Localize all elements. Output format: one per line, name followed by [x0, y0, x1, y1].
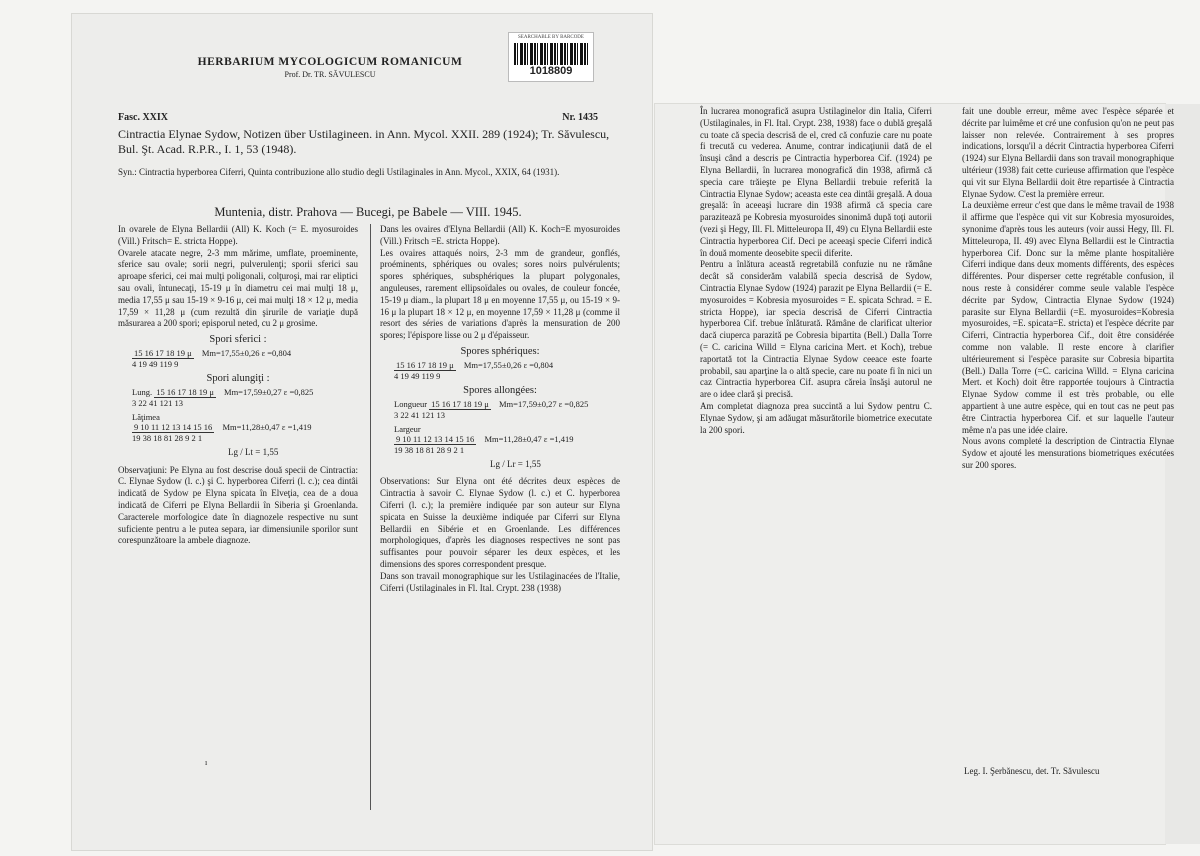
- barcode-number: 1018809: [529, 65, 573, 77]
- formula-frequencies: 3 22 41 121 13: [394, 409, 445, 420]
- notes-paragraph: Am completat diagnoza prea succintă a lui Sydow pentru C. Elynae Sydow, şi am adăugat măsurătorile biometrice executate la 200 spori.: [700, 400, 932, 435]
- herbarium-header: [160, 56, 500, 79]
- formula-classes: 15 16 17 18 19 μ: [431, 398, 489, 409]
- formula-label: Largeur: [394, 423, 421, 434]
- romanian-notes-column: [700, 106, 932, 436]
- length-width-ratio: Lg / Lt = 1,55: [228, 446, 279, 457]
- observations-continued: Dans son travail monographique sur les Ustilaginacées de l'Italie, Ciferri (Ustilaginales in Fl. Ital. Crypt. 238 (1938): [380, 570, 620, 593]
- romanian-description-column: [118, 224, 358, 547]
- formula-classes: 9 10 11 12 13 14 15 16: [396, 433, 475, 444]
- formula-frequencies: 19 38 18 81 28 9 2 1: [132, 432, 203, 443]
- notes-paragraph: Nous avons completé la description de Cintractia Elynae Sydow et ajouté les mensurations biometriques exécutées sur 200 spores.: [962, 436, 1174, 470]
- stray-mark: ı: [205, 758, 208, 767]
- formula-classes: 9 10 11 12 13 14 15 16: [134, 421, 213, 432]
- herbarium-subtitle: Prof. Dr. TR. SĂVULESCU: [284, 70, 376, 79]
- elongated-spores-heading: Spores allongées:: [463, 384, 537, 396]
- barcode-bars-icon: [514, 43, 588, 65]
- notes-paragraph: Pentru a înlătura această regretabilă confuzie nu ne rămâne decât să considerăm valabilă specia descrisă de Sydow, Cintractia Elynae Sydow (1924) parazit pe Elyna Bellardii (= E. myosuroides = Kobresia myosuroides = E. spicata Schrad. = E. stricta Hoppe), iar specia descrisă de Ciferri Cintractia hyperborea Cif. trebue înlăturată. Rămâne de clarificat ulterior dacă ciuperca parazită pe Cobresia bipartita (Bell.) Dalla Torre (= C. caricina Willd = Elyna caricina Mert. et Koch), trebue raportată tot la Cintractia Elynae Sydow ceeace este foarte probabil, sau aparţine la o altă specie, care nu poate fi în nici un caz Cintractia hyperborea Cif. asupra căreia însăşi autorul ne are o idee clară şi precisă.: [700, 259, 932, 400]
- collector-signature: Leg. I. Şerbănescu, det. Tr. Săvulescu: [964, 766, 1100, 776]
- formula-frequencies: 3 22 41 121 13: [132, 397, 183, 408]
- length-formula: [394, 399, 620, 420]
- herbarium-title: HERBARIUM MYCOLOGICUM ROMANICUM: [197, 56, 463, 68]
- locality-line: Muntenia, distr. Prahova — Bucegi, pe Babele — VIII. 1945.: [214, 205, 522, 219]
- length-width-ratio: Lg / Lr = 1,55: [490, 458, 541, 469]
- formula-stat: Mm=17,55±0,26 ε =0,804: [463, 359, 554, 370]
- formula-stat: Mm=11,28±0,47 ε =1,419: [222, 421, 312, 432]
- length-formula: [132, 387, 358, 408]
- description-body: Les ovaires attaqués noirs, 2-3 mm de grandeur, gonflés, proéminents, sphériques ou ovales; sores noirs pulvérulents; spores sphériques, subsphériques la plupart polygonales, anguleuses, rarement ellipsoïdales ou ovales, de couleur foncée, 15-19 μ diam., la plupart 18 μ en moyenne 17,55 μ, ou 15-19 × 9-16 μ la plupart 18 × 12 μ, en moyenne 17,59 × 11,28 μ (comme il resort des séries de variations d'après la mensuration de 200 spores; l'épispore lisse ou 2 μ d'épaisseur.: [380, 247, 620, 341]
- formula-frequencies: 4 19 49 119 9: [132, 358, 179, 369]
- synonym-citation: Syn.: Cintractia hyperborea Ciferri, Quinta contribuzione allo studio degli Ustilaginales in Ann. Mycol., XXIX, 64 (1931).: [118, 167, 560, 177]
- formula-classes: 15 16 17 18 19 μ: [396, 359, 454, 370]
- french-notes-column: [962, 106, 1174, 472]
- formula-classes: 15 16 17 18 19 μ: [134, 347, 192, 358]
- species-citation: Cintractia Elynae Sydow, Notizen über Ustilagineen. in Ann. Mycol. XXII. 289 (1924); Tr. Săvulescu, Bul. Şt. Acad. R.P.R., I. 1, 53 (1948).: [118, 127, 610, 156]
- host-intro: Dans les ovaires d'Elyna Bellardii (All) K. Koch=E myosuroides (Vill.) Fritsch =E. stricta Hoppe).: [380, 224, 620, 246]
- observations: Observations: Sur Elyna ont été décrites deux espèces de Cintractia à savoir C. Elynae Sydow (l. c.) et C. hyperborea Ciferri (l. c.); la première indiquée par son auteur sur Elyna spicata en Suisse la deuxième indiquée par Ciferri sur Elyna Bellardii en Sibérie et en Groenlande. Les différences morphologiques, d'après les diagnoses respectives ne sont pas suffisantes pour pouvoir séparer les deux espèces, et les dimensions des spores correspondent presque.: [380, 476, 620, 569]
- formula-stat: Mm=17,55±0,26 ε =0,804: [201, 347, 292, 358]
- notes-paragraph: La deuxième erreur c'est que dans le même travail de 1938 il affirme que l'espèce qui vit sur Kobresia myosuroides, synonime d'après tous les auteurs (voir aussi Hegy, Ill. Fl. Mitteleuropa, II. 49) avec Elyna Bellardii est le Cintractia hyperborea Cif. Donc sur la même plante hospitalière Ciferri indique dans deux moments différents, des espèces différentes. Pour disperser cette regrétable confusion, il nous reste à considérer comme seule valable l'espèce décrite par Sydow, Cintractia Elynae Sydow (1924) parasite sur Elyna Bellardii (=E. myosuroides=Kobresia myosuroides, =E. spicata=E. stricta) et l'espèce décrite par Ciferri, Cintractia hyperborea Cif., doit être considérée comme non valable. Il reste encore à clarifier ultérieurement si l'espèce parasite sur Cobresia bipartita (Bell.) Dalla Torre (=C. caricina Willd. = Elyna caricina Mert. et Koch) doit être rapportée toujours à Cintractia Elynae Sydow comme il est très probable, ou elle appartient à une autre espèce, qui en tout cas ne peut pas être Cintractia hyperborea Cif. et sur laquelle l'auteur même n'a pas une idée claire.: [962, 200, 1174, 435]
- width-formula: [132, 412, 358, 443]
- specimen-number: Nr. 1435: [562, 112, 598, 123]
- spherical-spores-heading: Spores sphériques:: [460, 345, 540, 357]
- width-formula: [394, 424, 620, 455]
- column-divider: [370, 224, 371, 810]
- fascicle-line: [118, 112, 598, 123]
- observations: Observaţiuni: Pe Elyna au fost descrise două specii de Cintractia: C. Elynae Sydow (l. c.) şi C. hyperborea Ciferri (l. c.); cea dintâi indicată de Sydow pe Elyna spicata în Elveţia, cea de a doua indicată de Ciferri pe Elyna Bellardii în Siberia şi Groenlanda. Caracterele morfologice date în diagnozele respective nu sunt suficiente pentru a le putea separa, iar dimensiunile sporilor sunt corespunzătoare la ambele diagnoze.: [118, 464, 358, 546]
- formula-classes: 15 16 17 18 19 μ: [156, 386, 214, 397]
- notes-paragraph: În lucrarea monografică asupra Ustilaginelor din Italia, Ciferri (Ustilaginales, in Fl. Ital. Crypt. 238, 1938) face o dublă greşală cu toate că specia descrisă de el, cred că confuzie care nu poate fi trecută cu vederea. Anume, contrar indicaţiunii dată de el însuşi când a descris pe Cintractia hyperborea Cif. (1924) pe Elyna Bellardii, în lucrarea monografică din 1938, afirmă că specia care trăieşte pe Elyna Bellardii trebuie referită la Cintractia Elynae Sydow; aceasta este cea dintâi greşală. A doua greşală: în aceeaşi lucrare din 1938 afirmă că specia care parazitează pe Kobresia myosuroides sinonimă după toţi autorii (vezi şi Hegy, Ill. Fl. Mitteleuropa II, 49) cu Elyna Bellardii este Cintractia hyperborea Cif. Deci pe aceeaşi specie Ciferri indică în două momente deosebite specii diferite.: [700, 106, 932, 258]
- french-description-column: [380, 224, 620, 594]
- formula-frequencies: 19 38 18 81 28 9 2 1: [394, 444, 465, 455]
- elongated-spores-heading: Spori alungiţi :: [206, 372, 270, 384]
- host-intro: In ovarele de Elyna Bellardii (All) K. Koch (= E. myosuroides (Vill.) Fritsch= E. stricta Hoppe).: [118, 224, 358, 246]
- spherical-spores-formula: [132, 348, 358, 369]
- fascicle-number: Fasc. XXIX: [118, 112, 168, 123]
- barcode-caption: SEARCHABLE BY BARCODE: [518, 35, 584, 40]
- barcode-label: [508, 32, 594, 82]
- formula-label: Lung.: [132, 386, 153, 397]
- spherical-spores-formula: [394, 360, 620, 381]
- formula-label: Longueur: [394, 398, 428, 409]
- formula-stat: Mm=17,59±0,27 ε =0,825: [498, 398, 589, 409]
- formula-stat: Mm=11,28±0,47 ε =1,419: [484, 433, 574, 444]
- notes-paragraph: fait une double erreur, même avec l'espèce séparée et décrite par luimême et cré une confusion qu'on ne peut pas laisser non relevée. Contrairement à ses propres indications, lorsqu'il a décrit Cintractia hyperborea Ciferri (1924) sur Elyna Bellardii dans son travail monographique ultérieur (1938) fait cette curieuse affirmation que l'espèce qui vit sur Elyna Bellardii doit être repartisée à Cintractia Elynae Sydow. C'est la première erreur.: [962, 106, 1174, 199]
- description-body: Ovarele atacate negre, 2-3 mm mărime, umflate, proeminente, sferice sau ovale; sorii negri, pulverulenţi; sporii sferici sau aproape sferici, cei mai mulţi poligonali, colţuroşi, mai rar eliptici sau ovali, întunecaţi, 15-19 μ în diametru cei mai mulţi 18 μ, media 17,55 μ sau 15-19 × 9-16 μ, cei mai mulţi 18 × 12 μ, media 17,59 × 11,28 μ (cum rezultă din şirurile de variaţie după măsurarea a 200 spori; episporul neted, cu 2 μ grosime.: [118, 247, 358, 329]
- formula-label: Lăţimea: [132, 411, 160, 422]
- formula-frequencies: 4 19 49 119 9: [394, 370, 441, 381]
- formula-stat: Mm=17,59±0,27 ε =0,825: [224, 386, 314, 397]
- spherical-spores-heading: Spori sferici :: [209, 334, 267, 346]
